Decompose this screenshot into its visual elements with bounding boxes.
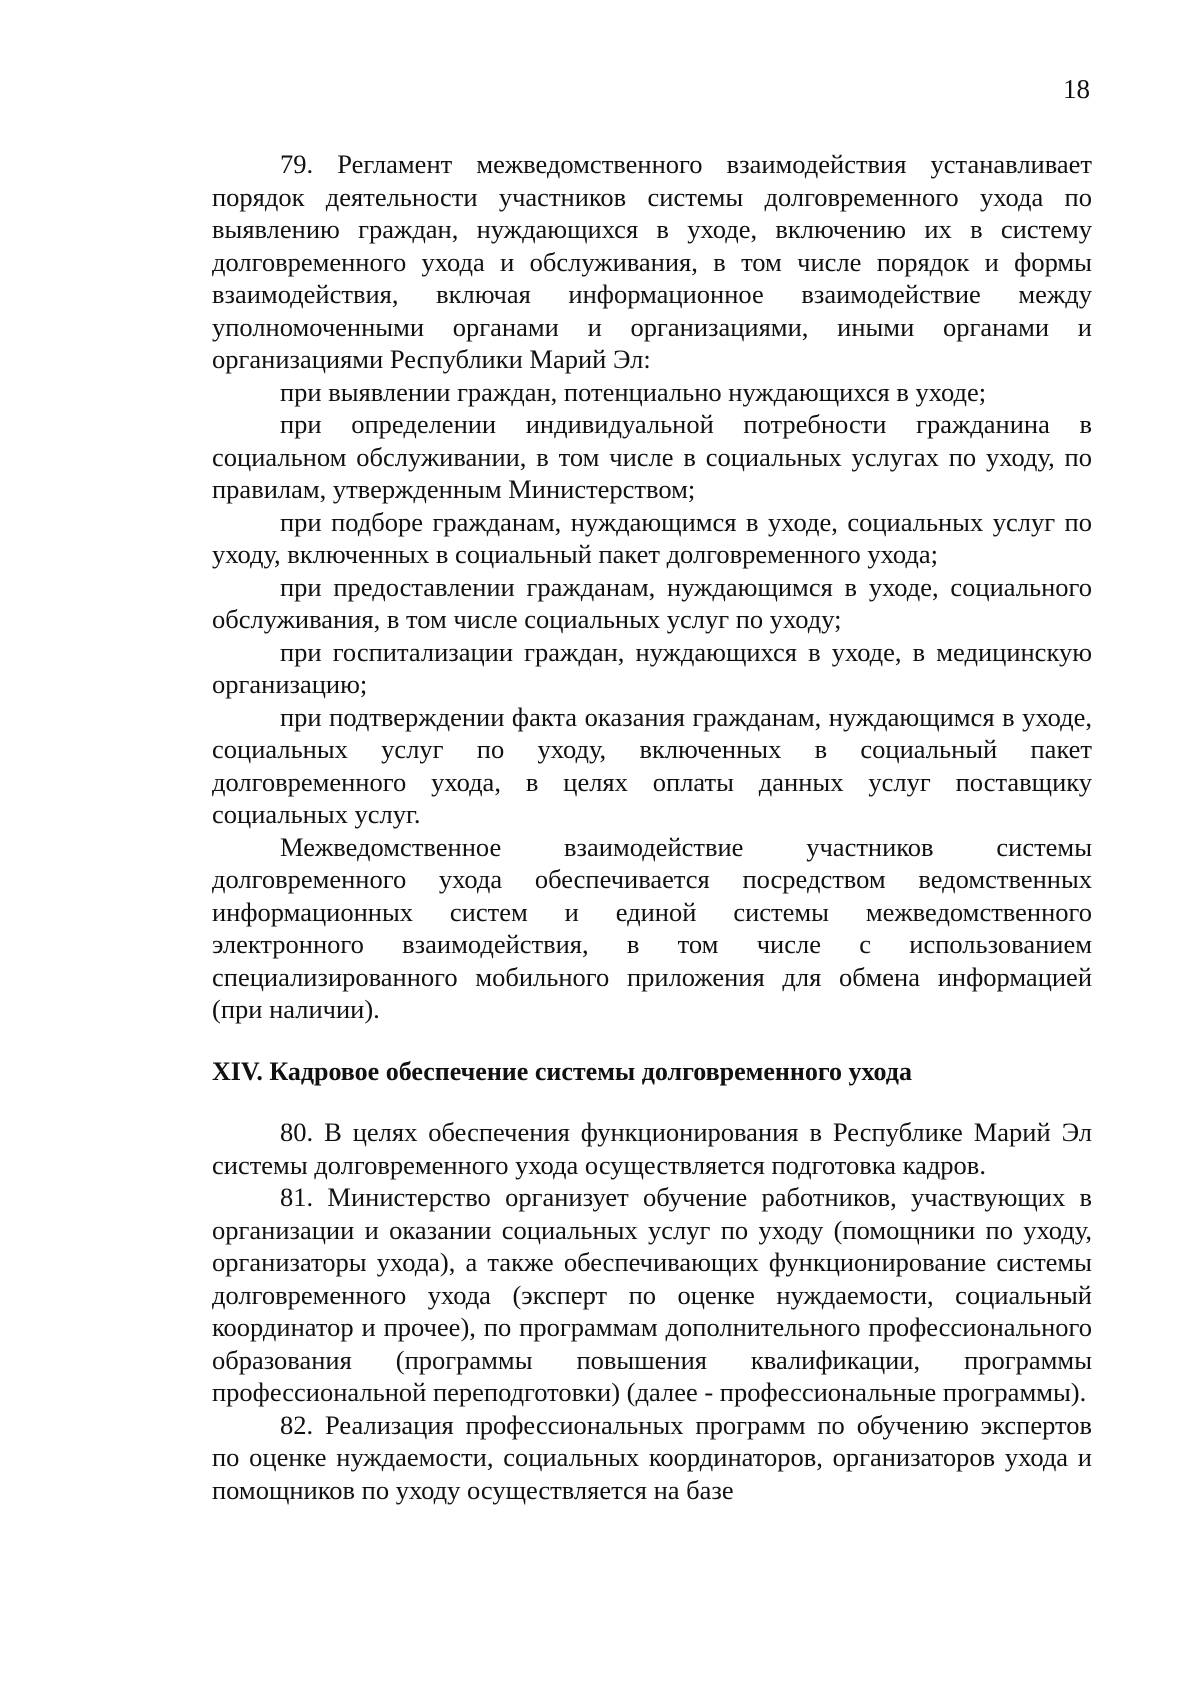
paragraph-81: 81. Министерство организует обучение работников, участвующих в организации и оказании социальных услуг по уходу (помощники по уходу, организаторы ухода), а также обеспечивающих функционирование системы долговременного ухода (эксперт по оценке нуждаемости, социальный координатор и прочее), по программам дополнительного профессионального образования (программы повышения квалификации, программы профессиональной переподготовки) (далее - профессиональные программы). bbox=[212, 1182, 1092, 1407]
paragraph-80: 80. В целях обеспечения функционирования в Республике Марий Эл системы долговременного ухода осуществляется подготовка кадров. bbox=[212, 1117, 1092, 1180]
paragraph-82: 82. Реализация профессиональных программ по обучению экспертов по оценке нуждаемости, социальных координаторов, организаторов ухода и помощников по уходу осуществляется на базе bbox=[212, 1409, 1092, 1505]
paragraph-79: 79. Регламент межведомственного взаимодействия устанавливает порядок деятельности участников системы долговременного ухода по выявлению граждан, нуждающихся в уходе, включению их в систему долговременного ухода и обслуживания, в том числе порядок и формы взаимодействия, включая информационное взаимодействие между уполномоченными органами и организациями, иными органами и организациями Республики Марий Эл: bbox=[212, 149, 1092, 374]
paragraph-79-item-5: при госпитализации граждан, нуждающихся в уходе, в медицинскую организацию; bbox=[212, 636, 1092, 699]
section-heading: XIV. Кадровое обеспечение системы долговременного ухода bbox=[212, 1056, 912, 1086]
paragraph-79-interagency: Межведомственное взаимодействие участников системы долговременного ухода обеспечивается посредством ведомственных информационных систем и единой системы межведомственного электронного взаимодействия, в том числе с использованием специализированного мобильного приложения для обмена информацией (при наличии). bbox=[212, 831, 1092, 1024]
paragraph-79-item-4: при предоставлении гражданам, нуждающимся в уходе, социального обслуживания, в том числе социальных услуг по уходу; bbox=[212, 571, 1092, 634]
paragraph-79-item-2: при определении индивидуальной потребности гражданина в социальном обслуживании, в том числе в социальных услугах по уходу, по правилам, утвержденным Министерством; bbox=[212, 409, 1092, 504]
paragraph-79-item-1: при выявлении граждан, потенциально нуждающихся в уходе; bbox=[280, 376, 987, 407]
document-body bbox=[212, 148, 1092, 1506]
paragraph-79-item-6: при подтверждении факта оказания гражданам, нуждающимся в уходе, социальных услуг по уходу, включенных в социальный пакет долговременного ухода, в целях оплаты данных услуг поставщику социальных услуг. bbox=[212, 701, 1092, 829]
paragraph-79-item-3: при подборе гражданам, нуждающимся в уходе, социальных услуг по уходу, включенных в социальный пакет долговременного ухода; bbox=[212, 506, 1092, 569]
page-number: 18 bbox=[1063, 74, 1090, 104]
